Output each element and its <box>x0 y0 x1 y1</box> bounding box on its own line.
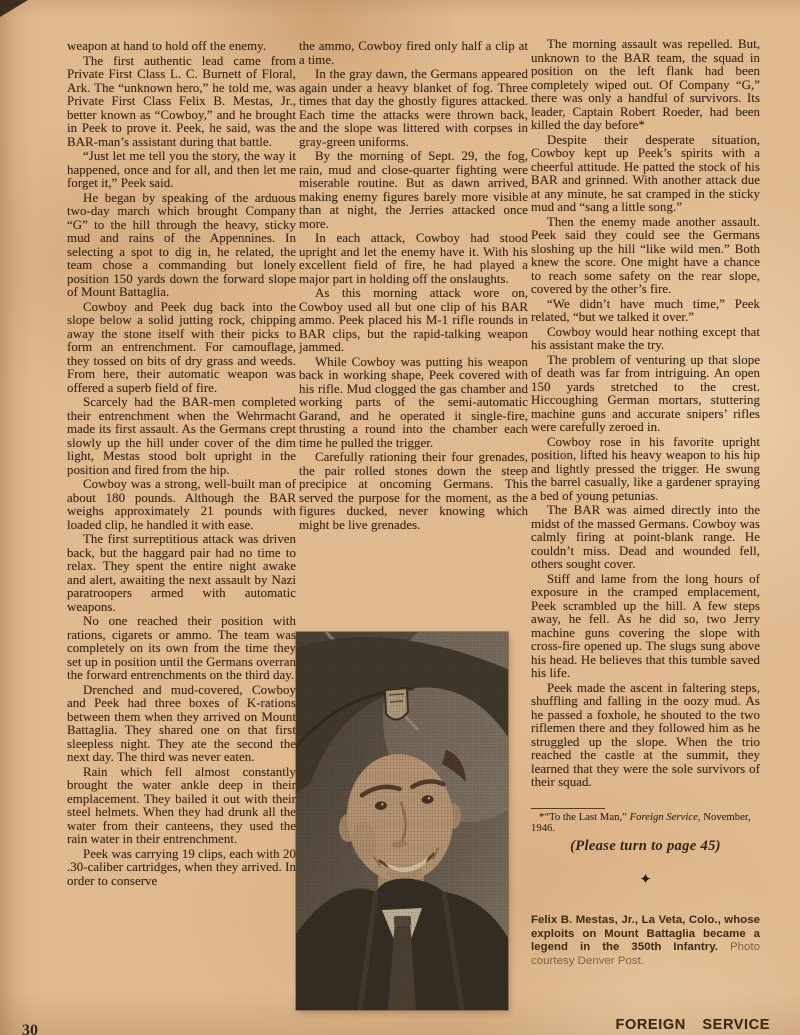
paragraph: As this morning attack wore on, Cowboy used all but one clip of his BAR ammo. Peek placed his M-1 rifle rounds in BAR clips, but the rapid-talking weapon jammed. <box>299 286 528 354</box>
soldier-portrait-illustration <box>296 632 508 1010</box>
paragraph: In each attack, Cowboy had stood upright and let the enemy have it. With his excellent field of fire, he had played a major part in holding off the onslaughts. <box>299 231 528 286</box>
paragraph: Peek was carrying 19 clips, each with 20 .30-caliber cartridges, when they arrived. In order to conserve <box>67 846 296 888</box>
paragraph: Drenched and mud-covered, Cowboy and Peek had three boxes of K-rations between them when they arrived on Mount Battaglia. They shared one on that first sleepless night. They ate the second the next day. The third was never eaten. <box>67 682 296 764</box>
footnote-rest: , November, 1946. <box>531 811 751 835</box>
paragraph: Rain which fell almost constantly brought the water ankle deep in their emplacement. They bailed it out with their steel helmets. When they had drunk all the water from their canteens, they used the rain water in their entrenchment. <box>67 764 296 846</box>
paragraph: The problem of venturing up that slope of death was far from intriguing. An open 150 yards stretched to the crest. Hiccoughing German mortars, stuttering machine guns and accurate snipers’ rifles were carefully zeroed in. <box>531 352 760 434</box>
paragraph: Then the enemy made another assault. Peek said they could see the Germans sloshing up the hill “like wild men.” Both knew the score. One might have a chance to reach some safety on the rear slope, covered by the other’s fire. <box>531 214 760 296</box>
paragraph: By the morning of Sept. 29, the fog, rain, mud and close-quarter fighting were miserable routine. But as dawn arrived, making enemy figures barely more visible than at night, the Jerries attacked once more. <box>299 149 528 231</box>
footnote-lead: *“To the Last Man,” <box>539 811 630 823</box>
article-column-right <box>531 38 760 968</box>
paragraph: In the gray dawn, the Germans appeared again under a heavy blanket of fog. Three times that day the ghostly figures attacked. Each time the attacks were thrown back, and the slope was littered with corpses in gray-green uniforms. <box>299 67 528 149</box>
paragraph: Cowboy and Peek dug back into the slope below a solid jutting rock, chipping away the stone itself with their picks to form an entrenchment. For camouflage, they tossed on bits of dry grass and weeds. From here, their automatic weapon was offered a superb field of fire. <box>67 299 296 395</box>
soldier-portrait-photo <box>296 632 508 1010</box>
paragraph: Peek made the ascent in faltering steps, shuffling and falling in the oozy mud. As he passed a foxhole, he shouted to the two riflemen there and they followed him as he struggled up the slope. When the trio reached the castle at the summit, they learned that they were the sole survivors of their squad. <box>531 680 760 789</box>
paragraph: The first surreptitious attack was driven back, but the haggard pair had no time to relax. They spent the entire night awake and alert, awaiting the next assault by Nazi paratroopers armed with automatic weapons. <box>67 532 296 614</box>
paragraph: “Just let me tell you the story, the way it happened, once and for all, and then let me forget it,” Peek said. <box>67 149 296 190</box>
paragraph: weapon at hand to hold off the enemy. <box>67 39 267 53</box>
paragraph: The morning assault was repelled. But, unknown to the BAR team, the squad in position on the left flank had been completely wiped out. Of Company “G,” there was only a handful of survivors. Its leader, Captain Robert Roeder, had been killed the day before* <box>531 37 760 132</box>
article-column-left <box>67 40 296 889</box>
paragraph: Despite their desperate situation, Cowboy kept up Peek’s spirits with a cheerful attitude. He patted the stock of his BAR and grinned. With another attack due at any minute, he sat cramped in the sticky mud and “sang a little song.” <box>531 132 760 214</box>
photo-caption <box>531 914 760 968</box>
paragraph: He began by speaking of the arduous two-day march which brought Company “G” to the hill through the heavy, sticky mud and rains of the Appennines. In selecting a spot to dig in, he related, the team chose a commanding but lonely position 150 yards down the forward slope of Mount Battaglia. <box>67 190 296 299</box>
paragraph: No one reached their position with rations, cigarets or ammo. The team was completely on its own from the time they set up in position until the Germans overran the forward entrenchments on the third day. <box>67 614 296 682</box>
star-ornament-icon: ✦ <box>639 871 652 888</box>
paragraph: Cowboy would hear nothing except that his assistant make the try. <box>531 324 760 352</box>
continuation-notice: (Please turn to page 45) <box>570 838 721 855</box>
magazine-title-footer: FOREIGN SERVICE <box>615 1017 770 1033</box>
footnote-rule <box>531 808 605 809</box>
paragraph: Stiff and lame from the long hours of exposure in the cramped emplacement, Peek scrambled up the hill. A few steps away, he fell. As he did so, two Jerry machine guns covering the slope with cross-fire opened up. The slugs sung above his head. He believes that this tumble saved his life. <box>531 571 760 680</box>
paragraph: The first authentic lead came from Private First Class L. C. Burnett of Floral, Ark. The “unknown hero,” he told me, was Private First Class Felix B. Mestas, Jr., better known as “Cowboy,” and he brought in Peek to prove it. Peek, he said, was the BAR-man’s assistant during that battle. <box>67 53 296 149</box>
photo-caption-text: Felix B. Mestas, Jr., La Veta, Colo., whose exploits on Mount Battaglia became a legend in the 350th Infantry. <box>531 914 760 954</box>
paragraph: Scarcely had the BAR-men completed their entrenchment when the Wehrmacht made its first assault. As the Germans crept slowly up the hill under cover of the dim light, Mestas stood bolt upright in the position and fired from the hip. <box>67 395 296 477</box>
paragraph: Cowboy rose in his favorite upright position, lifted his heavy weapon to his hip and lightly pressed the trigger. He swung the barrel casually, like a gardener spraying a bed of young petunias. <box>531 434 760 503</box>
footnote-journal-title: Foreign Service <box>629 811 698 823</box>
paragraph: Carefully rationing their four grenades, the pair rolled stones down the steep precipice at oncoming Germans. This served the purpose for the moment, as the figures ducked, never knowing which might be live grenades. <box>299 450 528 532</box>
photo-credit: Photo courtesy Denver Post. <box>531 941 760 967</box>
page-number: 30 <box>22 1022 38 1035</box>
paragraph: “We didn’t have much time,” Peek related, “but we talked it over.” <box>531 296 760 324</box>
article-column-center <box>299 40 528 533</box>
paragraph: While Cowboy was putting his weapon back in working shape, Peek covered with his rifle. Mud clogged the gas chamber and working parts of the semi-automatic Garand, and he operated it single-fire, thrusting a round into the chamber each time he pulled the trigger. <box>299 354 528 450</box>
paragraph: the ammo, Cowboy fired only half a clip at a time. <box>299 39 528 67</box>
scan-corner-mark <box>0 0 28 17</box>
right-column-paragraphs <box>531 38 760 790</box>
footnote <box>531 812 760 836</box>
paragraph: Cowboy was a strong, well-built man of about 180 pounds. Although the BAR weighs approximately 21 pounds with loaded clip, he handled it with ease. <box>67 477 296 532</box>
paragraph: The BAR was aimed directly into the midst of the massed Germans. Cowboy was calmly firing at point-blank range. He couldn’t miss. Dead and wounded fell, others sought cover. <box>531 503 760 571</box>
